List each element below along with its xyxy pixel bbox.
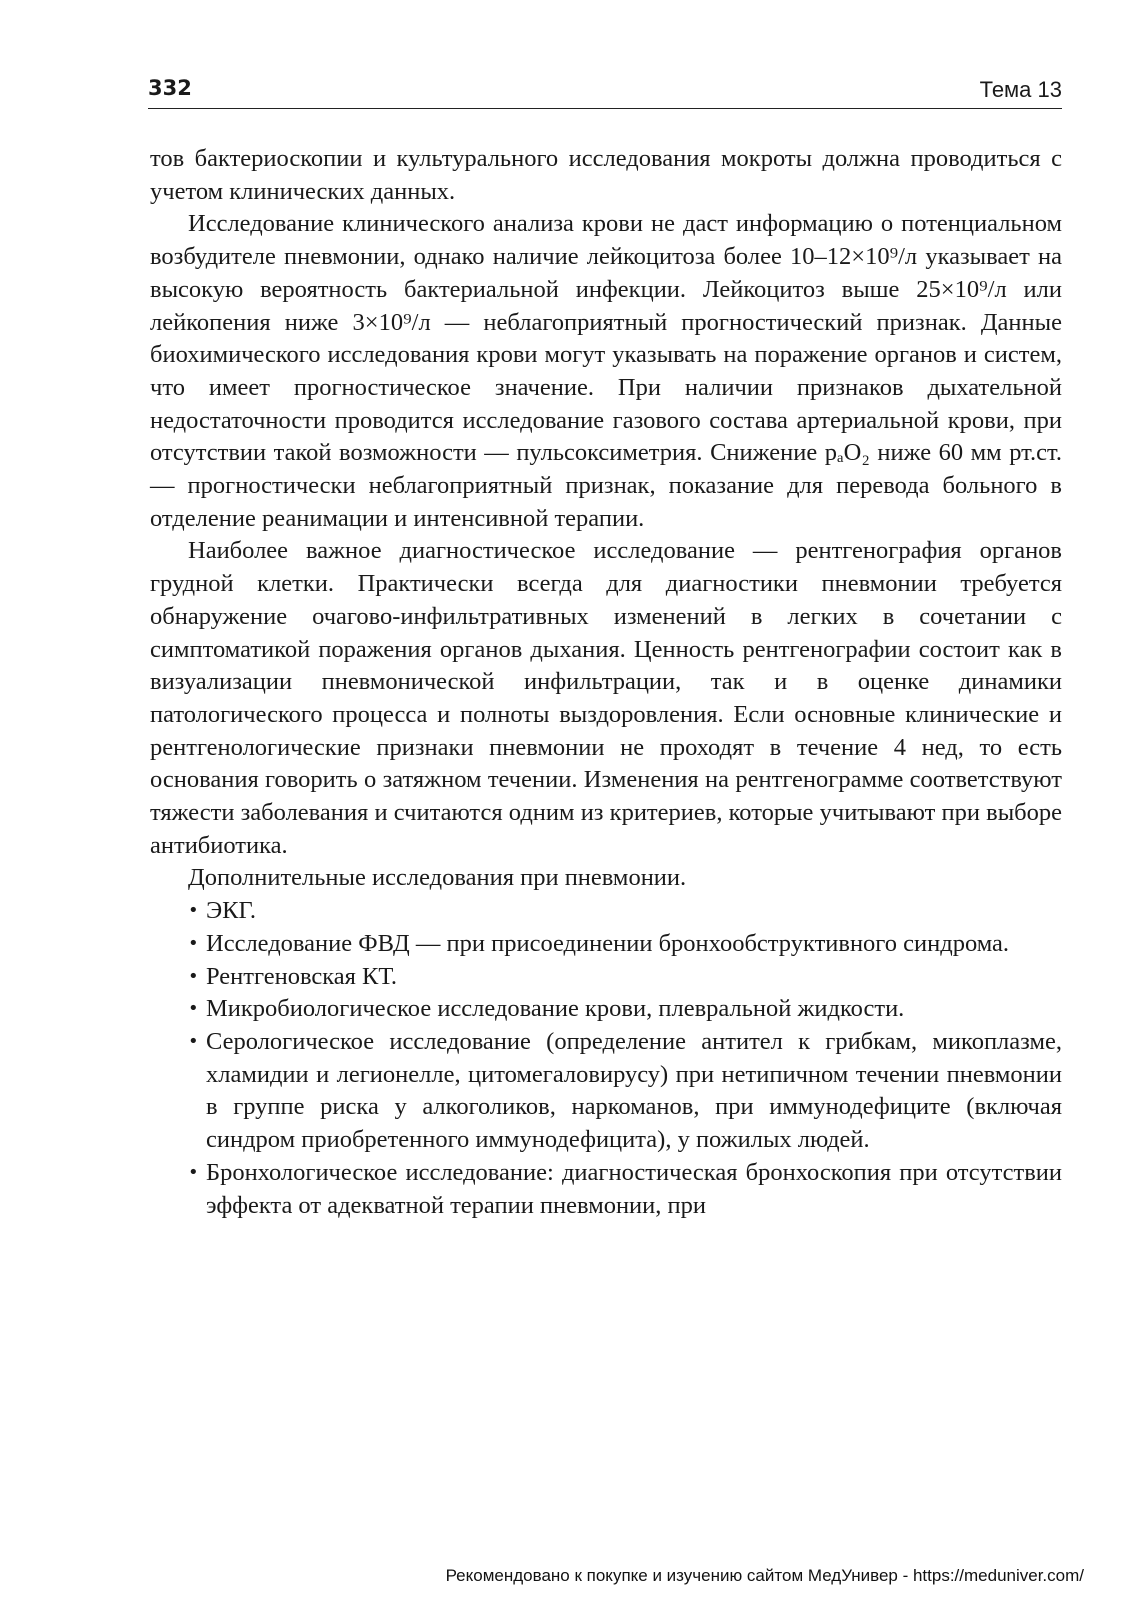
page-number: 332 bbox=[148, 76, 192, 100]
paragraph-blood-analysis: Исследование клинического анализа крови не даст информацию о потенциальном возбудителе пневмонии, однако наличие лейкоцитоза более 10–12×10⁹/л указывает на высокую вероятность бактериальной инфекции. Лейкоцитоз выше 25×10⁹/л или лейкопения ниже 3×10⁹/л — неблагоприятный прогностический признак. Данные биохимического исследования крови могут указывать на поражение органов и систем, что имеет прогностическое значение. При наличии признаков дыхательной недостаточности проводится исследование газового состава артериальной крови, при отсутствии такой возможности — пульсоксиметрия. Снижение pₐO₂ ниже 60 мм рт.ст. — прогностически неблагоприятный признак, показание для перевода больного в отделение реанимации и интенсивной терапии. bbox=[150, 210, 1062, 532]
list-item-text: Микробиологическое исследование крови, плевральной жидкости. bbox=[206, 995, 905, 1023]
bullet-icon: • bbox=[188, 1030, 199, 1052]
bullet-icon: • bbox=[188, 900, 199, 922]
list-item-text: Исследование ФВД — при присоединении бронхообструктивного синдрома. bbox=[206, 929, 1010, 957]
list-item-text: Серологическое исследование (определение антител к грибкам, микоплазме, хламидии и легионелле, цитомегаловирусу) при нетипичном течении пневмонии в группе риска у алкоголиков, наркоманов, при иммунодефиците (включая синдром приобретенного иммунодефицита), у пожилых людей. bbox=[206, 1027, 1062, 1154]
chapter-title: Тема 13 bbox=[979, 77, 1062, 102]
list-item-text: Рентгеновская КТ. bbox=[206, 962, 398, 990]
bullet-icon: • bbox=[188, 965, 199, 987]
additional-tests-list bbox=[150, 895, 1062, 1222]
paragraph-radiography: Наиболее важное диагностическое исследование — рентгенография органов грудной клетки. Практически всегда для диагностики пневмонии требуется обнаружение очагово-инфильтративных изменений в легких в сочетании с симптоматикой поражения органов дыхания. Ценность рентгенографии состоит как в визуализации пневмонической инфильтрации, так и в оценке динамики патологического процесса и полноты выздоровления. Если основные клинические и рентгенологические признаки пневмонии не проходят в течение 4 нед, то есть основания говорить о затяжном течении. Изменения на рентгенограмме соответствуют тяжести заболевания и считаются одним из критериев, которые учитывают при выборе антибиотика. bbox=[150, 537, 1062, 859]
list-item-text: Бронхологическое исследование: диагностическая бронхоскопия при отсутствии эффекта от адекватной терапии пневмонии, при bbox=[206, 1158, 1062, 1219]
footer-recommendation: Рекомендовано к покупке и изучению сайтом МедУнивер - https://meduniver.com/ bbox=[445, 1566, 1084, 1585]
list-intro: Дополнительные исследования при пневмонии. bbox=[188, 864, 687, 892]
list-item-text: ЭКГ. bbox=[206, 897, 257, 925]
paragraph-continuation: тов бактериоскопии и культурального исследования мокроты должна проводиться с учетом клинических данных. bbox=[150, 145, 1062, 205]
bullet-icon: • bbox=[188, 1161, 199, 1183]
running-head bbox=[148, 72, 1062, 109]
list-item bbox=[188, 895, 1062, 928]
bullet-icon: • bbox=[188, 932, 199, 954]
list-item bbox=[188, 1026, 1062, 1157]
body-text bbox=[150, 143, 1062, 1222]
list-item bbox=[188, 1157, 1062, 1222]
list-item bbox=[188, 993, 1062, 1026]
bullet-icon: • bbox=[188, 998, 199, 1020]
list-item bbox=[188, 961, 1062, 994]
list-item bbox=[188, 928, 1062, 961]
